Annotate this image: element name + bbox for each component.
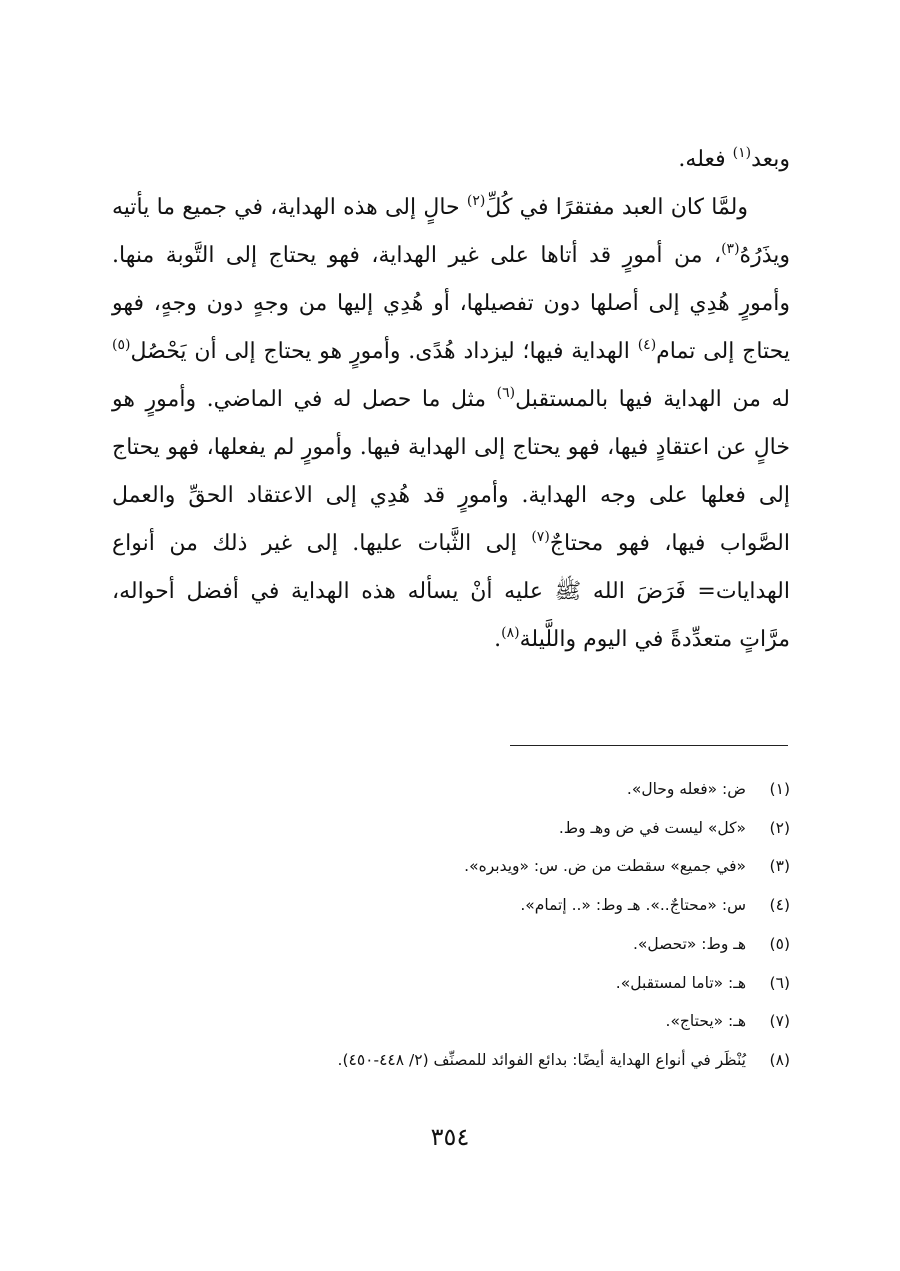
footnote-text: هـ وط: «تحصل». xyxy=(632,934,746,953)
footnote-text: س: «محتاجٌ..». هـ وط: «.. إتمام». xyxy=(520,896,746,915)
footnote-text: هـ: «يحتاج». xyxy=(665,1012,746,1031)
paragraph-2 xyxy=(112,184,790,664)
footnote-6 xyxy=(112,964,790,1003)
footnote-number: (٥) xyxy=(769,934,790,953)
footnote-number: (٦) xyxy=(769,973,790,992)
paragraph-2-segment: الهداية فيها؛ ليزداد هُدًى. وأمورٍ هو يحتاج إلى أن يَحْصُل xyxy=(130,339,638,364)
footnote-number: (٧) xyxy=(769,1012,790,1031)
paragraph-2-segment: حالٍ إلى هذه الهداية، في جميع ما يأتيه ويذَرُهُ xyxy=(112,195,790,268)
footnote-number: (٨) xyxy=(769,1050,790,1069)
footnote-text: هـ: «تاما لمستقبل». xyxy=(615,973,746,992)
footnote-7 xyxy=(112,1002,790,1041)
footnote-number: (١) xyxy=(769,780,790,798)
paragraph-2-segment: . xyxy=(494,627,502,652)
footnote-ref-5: (٥) xyxy=(112,337,131,353)
footnote-number: (٤) xyxy=(769,896,790,915)
paragraph-2-segment: إلى الثَّبات عليها. إلى غير ذلك من أنواع الهدايات= فَرَضَ الله ﷺ عليه أنْ يسأله هذه الهداية في أفضل أحواله، مرَّاتٍ متعدِّدةً في اليوم واللَّيلة xyxy=(112,531,790,652)
footnotes xyxy=(112,770,790,1080)
footnote-text: «في جميع» سقطت من ض. س: «ويدبره». xyxy=(464,857,746,876)
footnote-text: يُنْظَر في أنواع الهداية أيضًا: بدائع الفوائد للمصنِّف (٢/ ٤٤٨-٤٥٠). xyxy=(337,1050,746,1069)
paragraph-2-segment: ولمَّا كان العبد مفتقرًا في كُلِّ xyxy=(485,195,748,220)
footnote-number: (٣) xyxy=(769,857,790,876)
paragraph-1 xyxy=(112,136,790,184)
paragraph-1-text: وبعد xyxy=(751,147,790,172)
footnote-ref-6: (٦) xyxy=(496,385,516,401)
paragraph-2-segment: ، من أمورٍ قد أتاها على غير الهداية، فهو يحتاج إلى التَّوبة منها. وأمورٍ هُدِي إلى أصلها دون تفصيلها، أو هُدِي إليها من وجهٍ دون وجهٍ، فهو يحتاج إلى تمام xyxy=(112,243,791,364)
footnote-3 xyxy=(112,847,790,886)
paragraph-1-text-end: فعله. xyxy=(678,147,733,172)
footnote-ref-3: (٣) xyxy=(721,241,740,257)
footnote-5 xyxy=(112,925,790,964)
paragraph-2-segment: له من الهداية فيها بالمستقبل xyxy=(515,387,790,412)
footnote-1 xyxy=(112,770,790,809)
footnote-number: (٢) xyxy=(769,818,790,837)
footnote-ref-8: (٨) xyxy=(501,625,520,641)
footnote-text: «كل» ليست في ض وهـ وط. xyxy=(558,818,746,837)
footnote-4 xyxy=(112,886,790,925)
footnote-ref-7: (٧) xyxy=(531,529,550,545)
footnote-ref-1: (١) xyxy=(732,145,752,161)
footnote-ref-4: (٤) xyxy=(637,337,657,353)
main-text xyxy=(112,136,790,664)
footnote-2 xyxy=(112,809,790,848)
footnote-8 xyxy=(112,1041,790,1080)
footnote-text: ض: «فعله وحال». xyxy=(626,780,746,798)
paragraph-2-segment: مثل ما حصل له في الماضي. وأمورٍ هو خالٍ عن اعتقادٍ فيها، فهو يحتاج إلى الهداية فيها. وأمورٍ لم يفعلها، فهو يحتاج إلى فعلها على وجه الهداية. وأمورٍ قد هُدِي إلى الاعتقاد الحقِّ والعمل الصَّواب فيها، فهو محتاجٌ xyxy=(112,387,791,556)
footnote-ref-2: (٢) xyxy=(466,193,486,209)
footnote-divider xyxy=(510,745,788,746)
page-number: ٣٥٤ xyxy=(430,1123,470,1151)
